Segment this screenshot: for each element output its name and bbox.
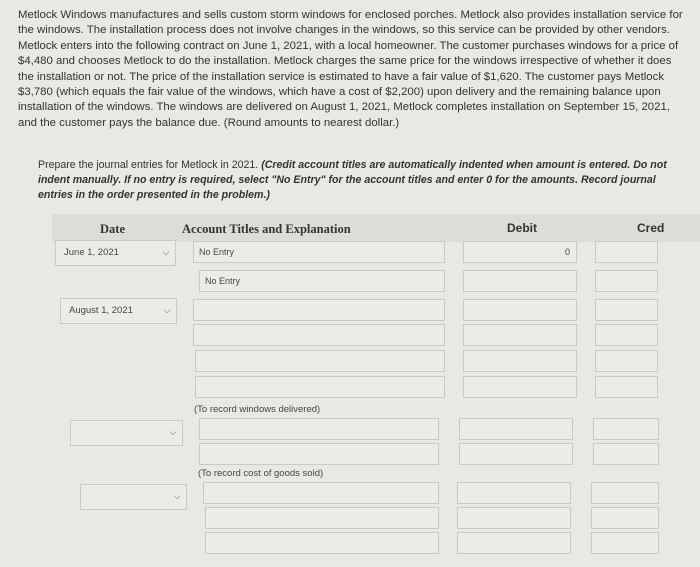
entry-note: (To record windows delivered) [194,404,321,415]
credit-input[interactable] [595,376,658,398]
instructions-lead: Prepare the journal entries for Metlock in 2021. [38,159,262,171]
account-title-input[interactable] [193,299,445,321]
account-title-input[interactable]: No Entry [199,270,445,292]
date-select[interactable] [70,420,183,446]
debit-input[interactable] [459,443,573,465]
account-title-input[interactable] [203,482,439,504]
journal-table-header [52,214,700,242]
debit-input[interactable]: 0 [463,241,577,263]
date-select-august[interactable] [60,298,177,324]
debit-input[interactable] [459,418,573,440]
credit-input[interactable] [593,443,659,465]
credit-input[interactable] [595,241,658,263]
header-debit: Debit [507,221,537,235]
account-title-input[interactable] [199,418,439,440]
chevron-down-icon: ⌵ [173,491,181,501]
account-title-input[interactable] [195,350,445,372]
account-title-input[interactable] [195,376,445,398]
debit-input[interactable] [463,270,577,292]
header-account-titles: Account Titles and Explanation [182,222,351,236]
chevron-down-icon: ⌵ [169,427,177,437]
debit-input[interactable] [463,350,577,372]
debit-input[interactable] [457,482,571,504]
account-title-input[interactable]: No Entry [193,241,445,263]
credit-input[interactable] [595,324,658,346]
date-select-value: June 1, 2021 [64,247,119,258]
date-select[interactable] [80,484,187,510]
header-credit: Cred [637,221,665,235]
instructions [38,158,678,203]
header-date: Date [100,222,125,236]
credit-input[interactable] [591,482,659,504]
date-select-value: August 1, 2021 [69,305,133,316]
account-title-input[interactable] [193,324,445,346]
debit-input[interactable] [457,507,571,529]
credit-input[interactable] [595,299,658,321]
credit-input[interactable] [595,350,658,372]
credit-input[interactable] [591,507,659,529]
instructions-emphasis: (Credit account titles are automatically indented when amount is entered. Do not indent manually. If no entry is required, select "No Entry" for the account titles and enter 0 for the amounts. Record journal entries in the order presented in the problem.) [38,159,667,201]
debit-input[interactable] [463,376,577,398]
debit-input[interactable] [463,324,577,346]
date-select-june[interactable] [55,240,176,266]
credit-input[interactable] [595,270,658,292]
problem-statement: Metlock Windows manufactures and sells custom storm windows for enclosed porches. Metlock also provides installation service for the windows. The installation process does not involve changes in the windows, so this service can be provided by other vendors. Metlock enters into the following contract on June 1, 2021, with a local homeowner. The customer purchases windows for a price of $4,480 and chooses Metlock to do the installation. Metlock charges the same price for the windows irrespective of whether it does the installation or not. The price of the installation service is estimated to have a fair value of $1,620. The customer pays Metlock $3,780 (which equals the fair value of the windows, which have a cost of $2,200) upon delivery and the remaining balance upon installation of the windows. The windows are delivered on August 1, 2021, Metlock completes installation on September 15, 2021, and the customer pays the balance due. (Round amounts to nearest dollar.) [18,9,683,129]
debit-input[interactable] [457,532,571,554]
debit-input[interactable] [463,299,577,321]
credit-input[interactable] [593,418,659,440]
account-title-input[interactable] [199,443,439,465]
account-title-input[interactable] [205,532,439,554]
entry-note: (To record cost of goods sold) [198,468,324,479]
account-title-input[interactable] [205,507,439,529]
chevron-down-icon: ⌵ [162,247,170,257]
chevron-down-icon: ⌵ [163,305,171,315]
credit-input[interactable] [591,532,659,554]
